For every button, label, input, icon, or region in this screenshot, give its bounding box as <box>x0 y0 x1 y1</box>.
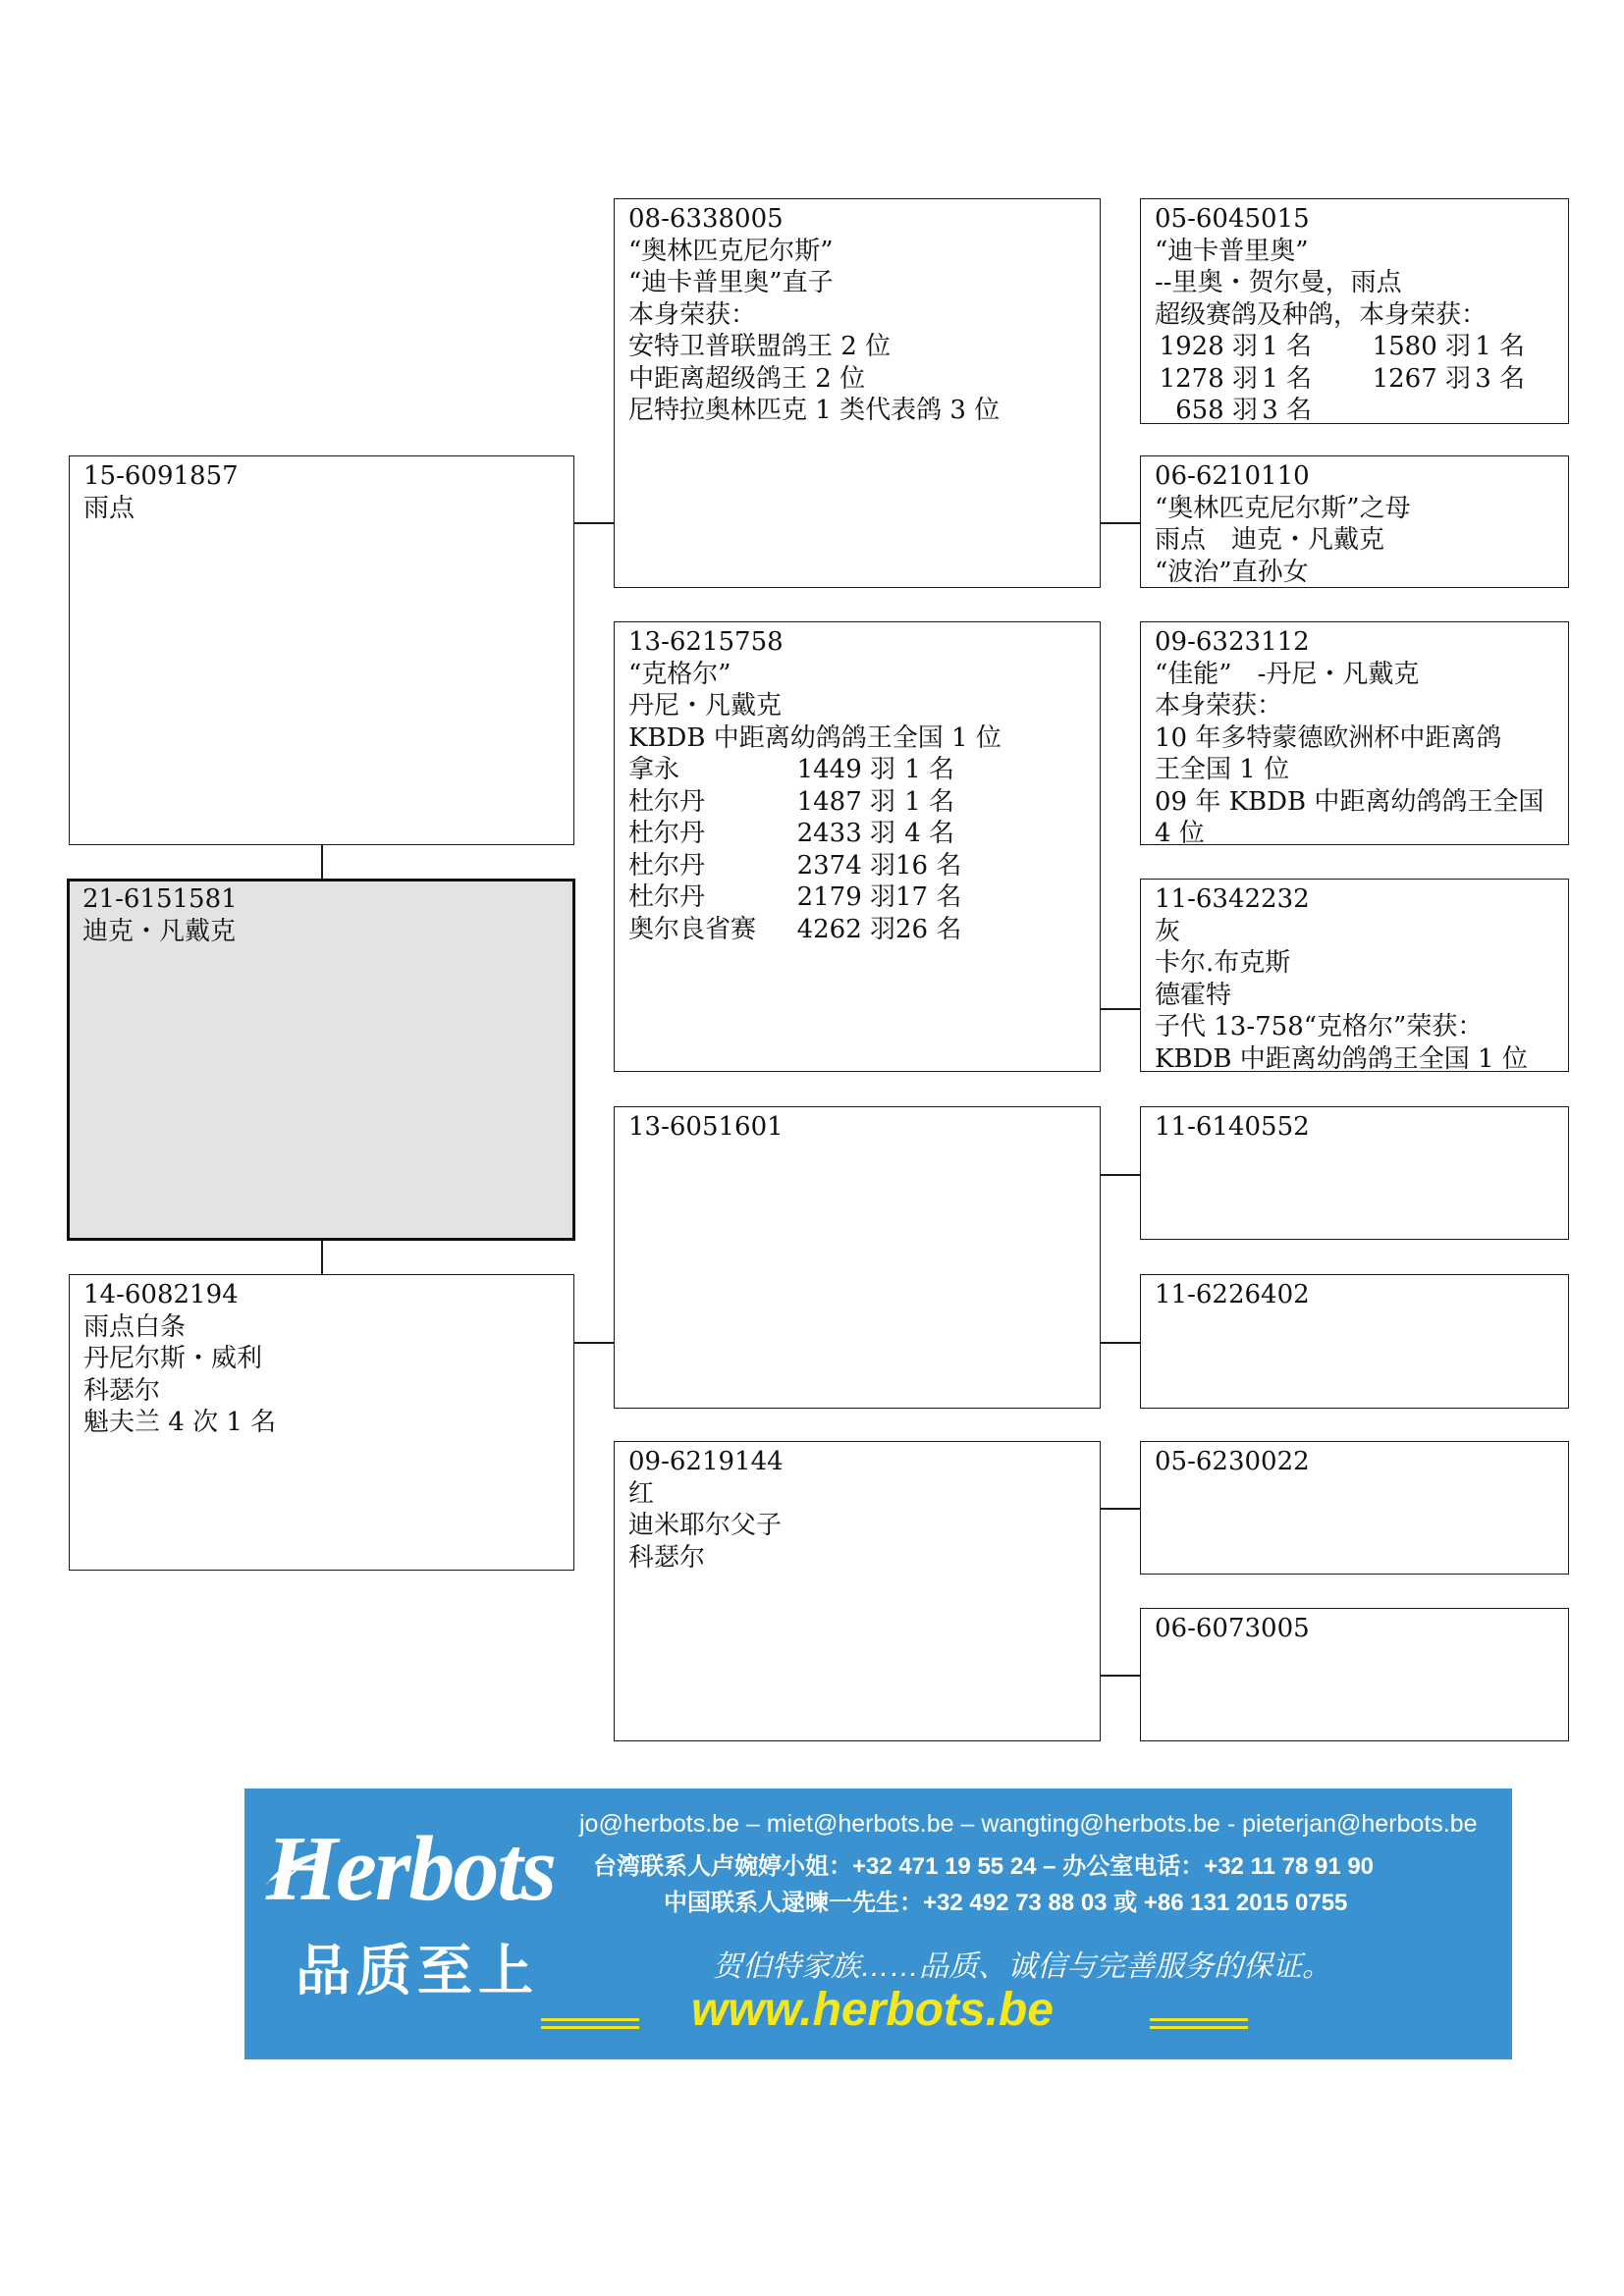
result-row: 杜尔丹 2374 羽 16 名 <box>628 850 962 881</box>
dd-line: 科瑟尔 <box>628 1542 706 1573</box>
dam-id: 14-6082194 <box>83 1280 239 1309</box>
sire-box <box>69 455 574 845</box>
ss-line: 本身荣获： <box>628 299 757 330</box>
sire-line: 雨点 <box>83 493 135 523</box>
connector-line <box>1101 1174 1140 1176</box>
ssd-id: 06-6210110 <box>1155 461 1310 491</box>
result-row: 1928 羽 1 名 1580 羽 1 名 <box>1159 332 1525 361</box>
ddd-id: 06-6073005 <box>1155 1614 1310 1643</box>
connector-line <box>321 845 323 879</box>
ss-line: “奥林匹克尼尔斯” <box>628 236 834 266</box>
sds-line: 09 年 KBDB 中距离幼鸽鸽王全国 <box>1155 786 1544 817</box>
sdd-line: 子代 13-758“克格尔”荣获： <box>1155 1012 1484 1041</box>
result-row: 奥尔良省赛 4262 羽 26 名 <box>628 914 962 944</box>
website-link[interactable]: www.herbots.be <box>691 1984 1054 2036</box>
sds-line: 10 年多特蒙德欧洲杯中距离鸽 <box>1155 722 1502 753</box>
herbots-banner <box>244 1789 1512 2059</box>
result-row: 杜尔丹 1487 羽 1 名 <box>628 786 954 817</box>
sss-box <box>1140 198 1569 424</box>
decorative-line <box>541 2018 639 2021</box>
email-addresses[interactable]: jo@herbots.be – miet@herbots.be – wangting@herbots.be - pieterjan@herbots.be <box>579 1810 1478 1838</box>
sss-line: 超级赛鸽及种鸽，本身荣获： <box>1155 299 1488 330</box>
dsd-box <box>1140 1274 1569 1409</box>
connector-line <box>1101 1675 1140 1677</box>
sd-line: “克格尔” <box>628 659 731 689</box>
ss-line: “迪卡普里奥”直子 <box>628 268 834 297</box>
result-row: 杜尔丹 2433 羽 4 名 <box>628 819 954 848</box>
subject-box <box>67 879 575 1241</box>
ddd-box <box>1140 1608 1569 1741</box>
dam-line: 科瑟尔 <box>83 1375 161 1406</box>
sss-line: “迪卡普里奥” <box>1155 236 1309 266</box>
dss-box <box>1140 1106 1569 1240</box>
dam-sire-box <box>614 1106 1101 1409</box>
result-row: 杜尔丹 2179 羽 17 名 <box>628 882 962 912</box>
sds-line: “佳能” -丹尼・凡戴克 <box>1155 659 1420 689</box>
subject-name: 迪克・凡戴克 <box>82 916 237 946</box>
connector-line <box>1101 1342 1140 1344</box>
sdd-line: 卡尔.布克斯 <box>1155 948 1291 978</box>
sire-dam-box <box>614 621 1101 1072</box>
dam-box <box>69 1274 574 1571</box>
sd-id: 13-6215758 <box>628 627 784 657</box>
ssd-line: “波治”直孙女 <box>1155 557 1309 587</box>
result-row: 拿永 1449 羽 1 名 <box>628 755 954 784</box>
dds-id: 05-6230022 <box>1155 1447 1310 1476</box>
slogan-text: 品质至上 <box>296 1940 539 2003</box>
sdd-id: 11-6342232 <box>1155 884 1310 914</box>
sire-sire-box <box>614 198 1101 588</box>
ss-id: 08-6338005 <box>628 204 784 234</box>
sds-id: 09-6323112 <box>1155 627 1310 657</box>
dam-line: 魁夫兰 4 次 1 名 <box>83 1408 277 1437</box>
connector-line <box>321 1241 323 1274</box>
dss-id: 11-6140552 <box>1155 1112 1310 1142</box>
connector-line <box>1101 522 1140 524</box>
connector-line <box>1101 1008 1140 1010</box>
sd-line: KBDB 中距离幼鸽鸽王全国 1 位 <box>628 722 1001 753</box>
sdd-line: 灰 <box>1155 916 1181 946</box>
dd-id: 09-6219144 <box>628 1447 784 1476</box>
sds-line: 王全国 1 位 <box>1155 755 1290 784</box>
ss-line: 安特卫普联盟鸽王 2 位 <box>628 332 892 361</box>
ssd-line: 雨点 迪克・凡戴克 <box>1155 525 1385 555</box>
sdd-box <box>1140 879 1569 1072</box>
ssd-box <box>1140 455 1569 588</box>
sd-line: 丹尼・凡戴克 <box>628 691 783 721</box>
sss-line: --里奥・贺尔曼，雨点 <box>1155 268 1402 297</box>
decorative-line <box>1150 2018 1248 2021</box>
sdd-line: KBDB 中距离幼鸽鸽王全国 1 位 <box>1155 1043 1528 1074</box>
herbots-logo: Herbots <box>266 1818 556 1920</box>
decorative-line <box>1150 2026 1248 2029</box>
connector-line <box>574 522 614 524</box>
sdd-line: 德霍特 <box>1155 980 1232 1010</box>
dam-line: 雨点白条 <box>83 1311 187 1342</box>
decorative-line <box>541 2026 639 2029</box>
sds-line: 4 位 <box>1155 819 1205 848</box>
dds-box <box>1140 1441 1569 1575</box>
sss-id: 05-6045015 <box>1155 204 1310 234</box>
result-row: 658 羽 3 名 <box>1175 396 1312 425</box>
connector-line <box>1101 1508 1140 1510</box>
china-contact: 中国联系人逯暕一先生：+32 492 73 88 03 或 +86 131 2015 0755 <box>664 1890 1348 1916</box>
sire-id: 15-6091857 <box>83 461 239 491</box>
ss-line: 尼特拉奥林匹克 1 类代表鸽 3 位 <box>628 396 1001 425</box>
result-row: 1278 羽 1 名 1267 羽 3 名 <box>1159 363 1525 394</box>
ssd-line: “奥林匹克尼尔斯”之母 <box>1155 493 1411 523</box>
sds-box <box>1140 621 1569 848</box>
ss-line: 中距离超级鸽王 2 位 <box>628 363 866 394</box>
dam-dam-box <box>614 1441 1101 1741</box>
dd-line: 迪米耶尔父子 <box>628 1511 783 1540</box>
subject-id: 21-6151581 <box>82 884 238 914</box>
connector-line <box>574 1342 614 1344</box>
taiwan-contact: 台湾联系人卢婉婷小姐：+32 471 19 55 24 – 办公室电话：+32 11 78 91 90 <box>593 1853 1375 1880</box>
dam-line: 丹尼尔斯・威利 <box>83 1344 263 1373</box>
dd-line: 红 <box>628 1478 655 1509</box>
motto-text: 贺伯特家族……品质、诚信与完善服务的保证。 <box>713 1950 1331 1983</box>
ds-id: 13-6051601 <box>628 1112 784 1142</box>
dsd-id: 11-6226402 <box>1155 1280 1310 1309</box>
sds-line: 本身荣获： <box>1155 691 1283 721</box>
